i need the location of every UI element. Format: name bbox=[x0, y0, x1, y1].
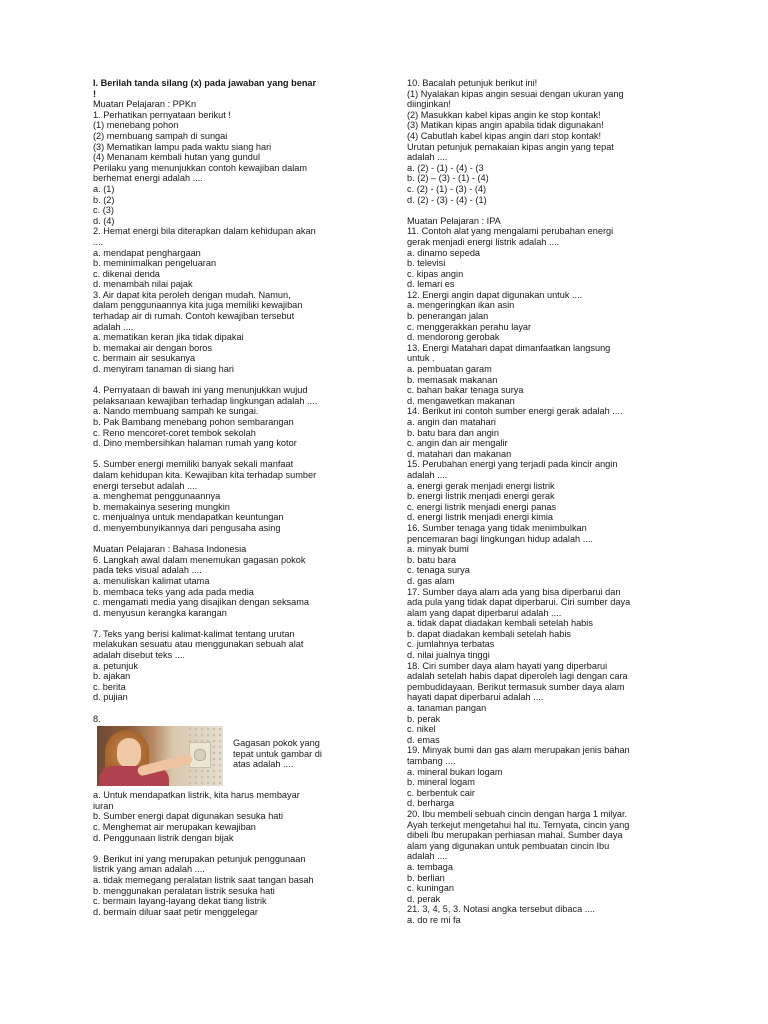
text-line: b. perak bbox=[407, 713, 441, 724]
text-line: a. Nando membuang sampah ke sungai. bbox=[93, 406, 259, 417]
text-line: 13. Energi Matahari dapat dimanfaatkan langsung bbox=[407, 342, 611, 353]
text-line: c. angin dan air mengalir bbox=[407, 438, 508, 449]
text-line: 4. Pernyataan di bawah ini yang menunjukkan wujud bbox=[93, 385, 308, 396]
blank-line bbox=[407, 205, 675, 216]
text-line: c. Menghemat air merupakan kewajiban bbox=[93, 822, 256, 832]
text-line: b. memakai air dengan boros bbox=[93, 342, 212, 353]
text-line: d. (2) - (3) - (4) - (1) bbox=[407, 194, 487, 205]
text-line: b. berlian bbox=[407, 872, 445, 883]
text-line: adalah .... bbox=[407, 469, 448, 480]
text-line: a. minyak bumi bbox=[407, 544, 469, 555]
text-line: c. tenaga surya bbox=[407, 565, 470, 576]
text-line: gerak menjadi energi listrik adalah .... bbox=[407, 236, 560, 247]
text-line: Urutan petunjuk pemakaian kipas angin yang tepat bbox=[407, 141, 614, 152]
text-line: b. (2) bbox=[93, 194, 115, 205]
text-line: c. bermain layang-layang dekat tiang listrik bbox=[93, 896, 267, 907]
text-line: b. batu bara bbox=[407, 554, 457, 565]
text-line: a. angin dan matahari bbox=[407, 417, 496, 427]
text-line: 9. Berikut ini yang merupakan petunjuk penggunaan bbox=[93, 853, 306, 864]
text-line: dalam kehidupan kita. Kewajiban kita terhadap sumber bbox=[93, 469, 317, 480]
text-line: 20. Ibu membeli sebuah cincin dengan harga 1 milyar. bbox=[407, 808, 628, 819]
text-line: dibeli Ibu merupakan perhiasan mahal. Sumber daya bbox=[407, 830, 623, 841]
text-line: pencemaran bagi lingkungan hidup adalah .... bbox=[407, 533, 593, 544]
text-line: 10. Bacalah petunjuk berikut ini! bbox=[407, 78, 538, 88]
text-line: b. dapat diadakan kembali setelah habis bbox=[407, 628, 571, 639]
text-line: b. penerangan jalan bbox=[407, 311, 489, 322]
text-line: alam yang dapat diperbarui adalah .... bbox=[407, 607, 562, 618]
text-line: diinginkan! bbox=[407, 99, 451, 110]
blank-line bbox=[93, 618, 368, 629]
text-line: c. energi listrik menjadi energi panas bbox=[407, 501, 557, 512]
left-question-text bbox=[93, 78, 368, 724]
text-line: c. mengamati media yang disajikan dengan seksama bbox=[93, 597, 310, 608]
text-line: b. (2) – (3) - (1) - (4) bbox=[407, 173, 489, 184]
text-line: d. Penggunaan listrik dengan bijak bbox=[93, 832, 234, 843]
text-line: d. perak bbox=[407, 893, 441, 904]
question-8-figure bbox=[93, 724, 368, 786]
text-line: 17. Sumber daya alam ada yang bisa diperbarui dan bbox=[407, 586, 621, 597]
text-line: adalah disebut teks .... bbox=[93, 650, 185, 661]
text-line: 6. Langkah awal dalam menemukan gagasan pokok bbox=[93, 554, 306, 565]
text-line: dalam penggunaannya kita juga memiliki kewajiban bbox=[93, 300, 303, 311]
blank-line bbox=[93, 375, 368, 386]
text-line: d. lemari es bbox=[407, 279, 455, 290]
text-line: listrik yang aman adalah .... bbox=[93, 864, 205, 875]
text-line: d. energi listrik menjadi energi kimia bbox=[407, 512, 554, 523]
text-line: melakukan sesuatu atau menggunakan sebuah alat bbox=[93, 639, 304, 650]
text-line: a. (2) - (1) - (4) - (3 bbox=[407, 162, 484, 173]
text-line: c. Reno mencoret-coret tembok sekolah bbox=[93, 427, 256, 438]
text-line: c. berita bbox=[93, 681, 126, 692]
text-line: a. dinamo sepeda bbox=[407, 247, 481, 258]
text-line: ! bbox=[93, 88, 97, 99]
text-line: c. (3) bbox=[93, 205, 114, 216]
text-line: c. bermain air sesukanya bbox=[93, 353, 196, 364]
text-line: adalah .... bbox=[407, 152, 448, 163]
text-line: pelaksanaan kewajiban terhadap lingkungan adalah .... bbox=[93, 395, 318, 406]
text-line: c. bahan bakar tenaga surya bbox=[407, 385, 524, 396]
text-line: Muatan Pelajaran : IPA bbox=[407, 215, 501, 226]
text-line: c. menjualnya untuk mendapatkan keuntungan bbox=[93, 512, 284, 523]
text-line: b. memasak makanan bbox=[407, 374, 498, 385]
text-line: (2) membuang sampah di sungai bbox=[93, 130, 228, 141]
text-line: a. petunjuk bbox=[93, 660, 138, 671]
caption-line: Gagasan pokok yang bbox=[233, 738, 320, 749]
text-line: adalah setelah habis dapat diperoleh lagi dengan cara bbox=[407, 671, 628, 682]
text-line: b. menggunakan peralatan listrik sesuka hati bbox=[93, 885, 275, 896]
text-line: b. meminimalkan pengeluaran bbox=[93, 258, 217, 269]
text-line: d. mendorong gerobak bbox=[407, 332, 500, 343]
text-line: c. dikenai denda bbox=[93, 268, 160, 279]
text-line: 14. Berikut ini contoh sumber energi gerak adalah .... bbox=[407, 406, 623, 417]
text-line: 21. 3, 4, 5, 3. Notasi angka tersebut dibaca .... bbox=[407, 904, 595, 915]
text-line: c. kuningan bbox=[407, 883, 454, 894]
text-line: a. (1) bbox=[93, 183, 115, 194]
text-line: d. Dino membersihkan halaman rumah yang kotor bbox=[93, 438, 297, 449]
text-line: d. menyusun kerangka karangan bbox=[93, 607, 227, 618]
text-line: iuran bbox=[93, 800, 114, 811]
text-line: c. (2) - (1) - (3) - (4) bbox=[407, 183, 487, 194]
text-line: c. nikel bbox=[407, 724, 436, 735]
text-line: a. mengeringkan ikan asin bbox=[407, 300, 515, 311]
text-line: hayati dapat diperbarui adalah .... bbox=[407, 692, 544, 703]
blank-line bbox=[93, 534, 368, 545]
right-question-text bbox=[407, 78, 675, 926]
text-line: d. mengawetkan makanan bbox=[407, 395, 515, 406]
text-line: d. menambah nilai pajak bbox=[93, 279, 193, 290]
text-line: 7. Teks yang berisi kalimat-kalimat tentang urutan bbox=[93, 628, 295, 639]
text-line: d. pujian bbox=[93, 692, 128, 703]
text-line: terhadap air di rumah. Contoh kewajiban tersebut bbox=[93, 311, 295, 322]
text-line: untuk . bbox=[407, 353, 435, 364]
text-line: 3. Air dapat kita peroleh dengan mudah. Namun, bbox=[93, 289, 291, 300]
text-line: d. berharga bbox=[407, 798, 454, 809]
text-line: 19. Minyak bumi dan gas alam merupakan jenis bahan bbox=[407, 745, 630, 756]
text-line: (3) Mematikan lampu pada waktu siang hari bbox=[93, 141, 272, 152]
text-line: 12. Energi angin dapat digunakan untuk .... bbox=[407, 289, 583, 300]
girl-switching-light-image bbox=[97, 726, 223, 786]
text-line: pada teks visual adalah .... bbox=[93, 565, 202, 576]
text-line: b. televisi bbox=[407, 258, 446, 269]
text-line: a. mineral bukan logam bbox=[407, 766, 503, 777]
text-line: (1) menebang pohon bbox=[93, 120, 179, 131]
text-line: c. jumlahnya terbatas bbox=[407, 639, 495, 650]
text-line: (2) Masukkan kabel kipas angin ke stop kontak! bbox=[407, 109, 601, 120]
light-switch-knob bbox=[194, 749, 206, 761]
text-line: d. bermain diluar saat petir menggelegar bbox=[93, 906, 258, 917]
text-line: alam yang digunakan untuk pembuatan cincin Ibu bbox=[407, 840, 610, 851]
text-line: b. energi listrik menjadi energi gerak bbox=[407, 491, 555, 502]
text-line: adalah .... bbox=[93, 321, 134, 332]
text-line: a. tanaman pangan bbox=[407, 703, 487, 714]
text-line: (3) Matikan kipas angin apabila tidak digunakan! bbox=[407, 120, 604, 131]
text-line: a. do re mi fa bbox=[407, 914, 461, 925]
figure-caption bbox=[233, 738, 322, 770]
text-line: a. pembuatan garam bbox=[407, 364, 492, 375]
text-line: adalah .... bbox=[407, 851, 448, 862]
text-line: Ayah terkejut mengetahui hal itu. Ternyata, cincin yang bbox=[407, 819, 630, 830]
text-line: d. matahari dan makanan bbox=[407, 448, 512, 459]
text-line: I. Berilah tanda silang (x) pada jawaban yang benar bbox=[93, 78, 317, 88]
text-line: a. mendapat penghargaan bbox=[93, 247, 201, 258]
blank-line bbox=[93, 703, 368, 714]
text-line: 8. bbox=[93, 713, 101, 724]
text-line: b. memakainya sesering mungkin bbox=[93, 501, 230, 512]
text-line: 15. Perubahan energi yang terjadi pada kincir angin bbox=[407, 459, 618, 470]
text-line: d. menyiram tanaman di siang hari bbox=[93, 364, 234, 375]
text-line: 2. Hemat energi bila diterapkan dalam kehidupan akan bbox=[93, 226, 316, 237]
text-line: 18. Ciri sumber daya alam hayati yang diperbarui bbox=[407, 660, 608, 671]
text-line: c. berbentuk cair bbox=[407, 787, 475, 798]
text-line: Muatan Pelajaran : PPKn bbox=[93, 99, 197, 110]
text-line: (4) Menanam kembali hutan yang gundul bbox=[93, 152, 261, 163]
text-line: pembudidayaan. Berikut termasuk sumber daya alam bbox=[407, 681, 625, 692]
text-line: tambang .... bbox=[407, 756, 456, 766]
text-line: 11. Contoh alat yang mengalami perubahan energi bbox=[407, 226, 614, 237]
text-line: d. (4) bbox=[93, 215, 115, 226]
text-line: b. membaca teks yang ada pada media bbox=[93, 586, 254, 597]
text-line: c. menggerakkan perahu layar bbox=[407, 321, 532, 332]
text-line: 16. Sumber tenaga yang tidak menimbulkan bbox=[407, 522, 587, 533]
text-line: d. gas alam bbox=[407, 575, 455, 586]
text-line: .... bbox=[93, 236, 104, 247]
text-line: a. Untuk mendapatkan listrik, kita harus membayar bbox=[93, 790, 300, 801]
text-line: ada pula yang tidak dapat diperbarui. Ciri sumber daya bbox=[407, 597, 631, 608]
text-line: (1) Nyalakan kipas angin sesuai dengan ukuran yang bbox=[407, 88, 624, 99]
caption-line: atas adalah .... bbox=[233, 759, 294, 770]
text-line: 5. Sumber energi memiliki banyak sekali manfaat bbox=[93, 459, 294, 470]
text-line: b. mineral logam bbox=[407, 777, 475, 788]
text-line: b. batu bara dan angin bbox=[407, 427, 499, 438]
text-line: c. kipas angin bbox=[407, 268, 464, 279]
blank-line bbox=[93, 843, 368, 854]
left-question-text-continued bbox=[93, 790, 368, 917]
text-line: energi tersebut adalah .... bbox=[93, 480, 198, 491]
left-column bbox=[93, 78, 368, 917]
text-line: Perilaku yang menunjukkan contoh kewajiban dalam bbox=[93, 162, 307, 173]
caption-line: tepat untuk gambar di bbox=[233, 748, 322, 759]
text-line: berhemat energi adalah .... bbox=[93, 173, 203, 184]
text-line: d. nilai jualnya tinggi bbox=[407, 650, 490, 661]
right-column bbox=[407, 78, 675, 926]
text-line: a. menuliskan kalimat utama bbox=[93, 575, 210, 586]
text-line: a. mematikan keran jika tidak dipakai bbox=[93, 332, 244, 343]
text-line: (4) Cabutlah kabel kipas angin dari stop kontak! bbox=[407, 130, 602, 141]
text-line: 1. Perhatikan pernyataan berikut ! bbox=[93, 109, 231, 120]
text-line: b. Sumber energi dapat digunakan sesuka hati bbox=[93, 811, 284, 822]
text-line: a. energi gerak menjadi energi listrik bbox=[407, 480, 555, 491]
text-line: d. emas bbox=[407, 734, 440, 745]
text-line: a. tidak memegang peralatan listrik saat tangan basah bbox=[93, 874, 314, 885]
text-line: b. Pak Bambang menebang pohon sembarangan bbox=[93, 417, 294, 427]
text-line: b. ajakan bbox=[93, 671, 131, 682]
text-line: a. tembaga bbox=[407, 861, 453, 872]
text-line: a. menghemat penggunaannya bbox=[93, 491, 221, 502]
text-line: d. menyembunyikannya dari pengusaha asing bbox=[93, 522, 281, 533]
text-line: Muatan Pelajaran : Bahasa Indonesia bbox=[93, 544, 247, 555]
text-line: a. tidak dapat diadakan kembali setelah habis bbox=[407, 618, 593, 629]
blank-line bbox=[93, 449, 368, 460]
girl-face bbox=[117, 738, 141, 768]
